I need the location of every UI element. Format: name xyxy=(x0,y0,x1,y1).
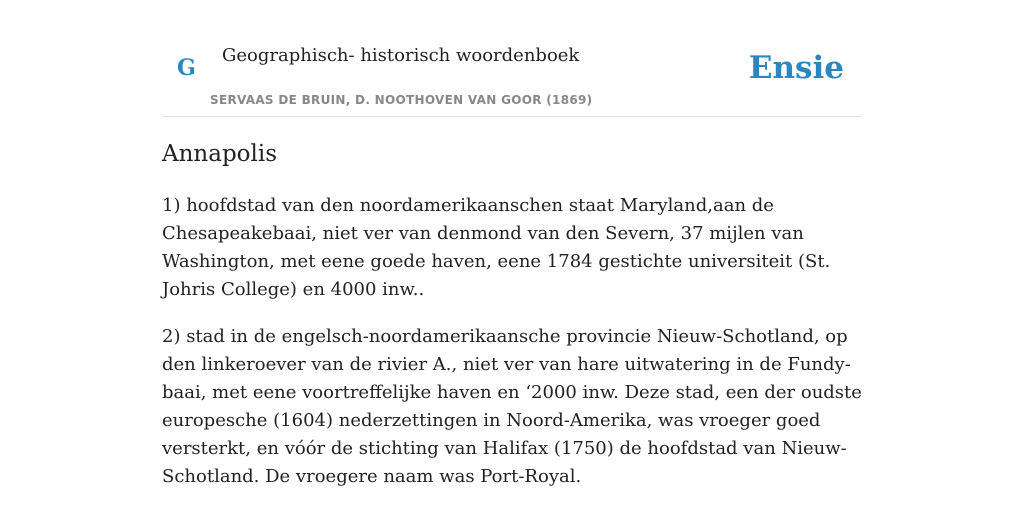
book-header xyxy=(162,0,862,117)
definition-2: 2) stad in de engelsch-noordamerikaansche provincie Nieuw-Schotland, op den linkeroever van de rivier A., niet ver van hare uitwatering in de Fundy-baai, met eene voortreffelijke haven en ‘2000 inw. Deze stad, een der oudste europesche (1604) nederzettingen in Noord-Amerika, was vroeger goed versterkt, en vóór de stichting van Halifax (1750) de hoofdstad van Nieuw-Schotland. De vroegere naam was Port-Royal. xyxy=(162,326,862,487)
entry-title: Annapolis xyxy=(162,141,278,167)
book-logo-letter[interactable]: G xyxy=(177,55,196,81)
definition-1: 1) hoofdstad van den noordamerikaanschen staat Maryland,aan de Chesapeakebaai, niet ver van denmond van den Severn, 37 mijlen van Washington, met eene goede haven, eene 1784 gestichte universiteit (St. Johris College) en 4000 inw.. xyxy=(162,195,831,300)
book-authors: SERVAAS DE BRUIN, D. NOOTHOVEN VAN GOOR (1869) xyxy=(210,93,593,107)
ensie-logo-link[interactable]: Ensie xyxy=(748,50,844,86)
book-title[interactable]: Geographisch- historisch woordenboek xyxy=(222,45,580,66)
entry-content xyxy=(162,138,868,491)
